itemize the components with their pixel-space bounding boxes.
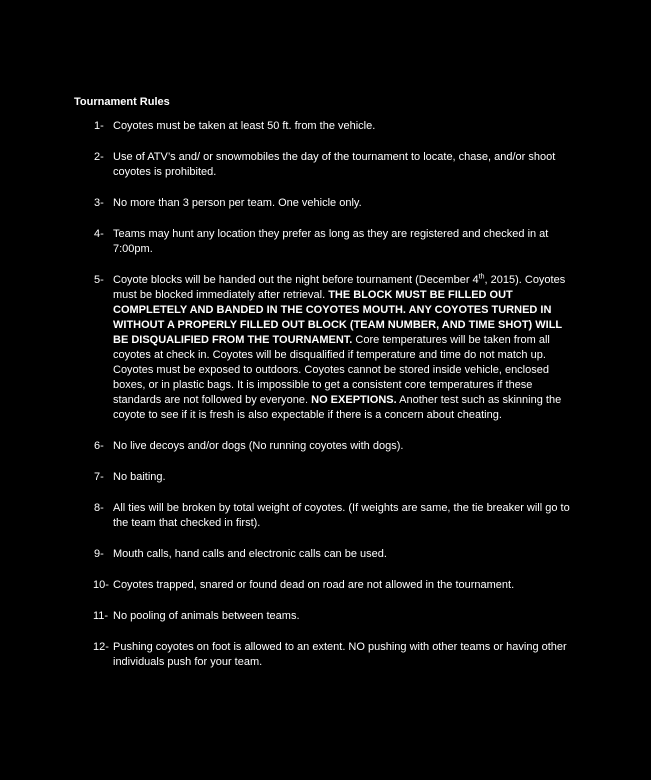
rule-item-10 <box>74 578 579 593</box>
rule-item-3 <box>74 196 579 211</box>
rule-item-8 <box>74 501 579 531</box>
rule-number: 8- <box>94 502 104 514</box>
rule-item-1 <box>74 119 579 134</box>
rule-item-9 <box>74 547 579 562</box>
document-title: Tournament Rules <box>74 96 170 108</box>
rule-bold-warning: THE BLOCK MUST BE FILLED OUT COMPLETELY AND BANDED IN THE COYOTES MOUTH. ANY COYOTES TURNED IN WITHOUT A PROPERLY FILLED OUT BLOCK (TEAM NUMBER, AND TIME SHOT) WILL BE DISQUALIFIED FROM THE TOURNAMENT. <box>113 289 562 346</box>
rule-number: 11- <box>93 610 109 622</box>
rule-item-4 <box>74 227 579 257</box>
rule-number: 2- <box>94 151 104 163</box>
rule-number: 3- <box>94 197 104 209</box>
rule-bold-emphasis: NO EXEPTIONS. <box>311 394 397 406</box>
rule-item-5 <box>74 273 579 423</box>
rule-text-part: Another test such as skinning the coyote to see if it is fresh is also expectable if there is a concern about cheating. <box>113 394 562 421</box>
rule-text: Pushing coyotes on foot is allowed to an extent. NO pushing with other teams or having other individuals push for your team. <box>113 641 567 668</box>
rule-number: 5- <box>94 274 104 286</box>
rule-text: Use of ATV’s and/ or snowmobiles the day of the tournament to locate, chase, and/or shoot coyotes is prohibited. <box>113 151 556 178</box>
rule-text <box>113 273 579 423</box>
ordinal-suffix: th <box>478 273 485 281</box>
rule-number: 7- <box>94 471 104 483</box>
rule-text: All ties will be broken by total weight of coyotes. (If weights are same, the tie breaker will go to the team that checked in first). <box>113 502 570 529</box>
rule-text-part: Core temperatures will be taken from all coyotes at check in. Coyotes will be disqualified if temperature and time do not match up. Coyotes must be exposed to outdoors. Coyotes cannot be stored inside vehicle, enclosed boxes, or in plastic bags. It is impossible to get a consistent core temperatures if these standards are not followed by everyone. <box>113 334 550 406</box>
rule-item-6 <box>74 439 579 454</box>
rule-item-12 <box>74 640 579 670</box>
rule-item-2 <box>74 150 579 180</box>
rule-number: 4- <box>94 228 104 240</box>
rule-number: 9- <box>94 548 104 560</box>
rule-number: 6- <box>94 440 104 452</box>
rule-text: Teams may hunt any location they prefer as long as they are registered and checked in at 7:00pm. <box>113 228 549 255</box>
rule-text-part: , 2015). Coyotes must be blocked immediately after retrieval. <box>113 274 566 301</box>
rule-text: No more than 3 person per team. One vehicle only. <box>113 197 362 209</box>
rule-text: No pooling of animals between teams. <box>113 610 300 622</box>
rule-number: 12- <box>93 641 109 653</box>
rule-number: 10- <box>93 579 109 591</box>
rule-text: No live decoys and/or dogs (No running coyotes with dogs). <box>113 440 404 452</box>
rule-number: 1- <box>94 120 104 132</box>
rule-text-part: Coyote blocks will be handed out the night before tournament (December 4 <box>113 274 479 286</box>
rule-text: Mouth calls, hand calls and electronic calls can be used. <box>113 548 387 560</box>
rules-list <box>74 119 579 686</box>
rule-text: Coyotes must be taken at least 50 ft. from the vehicle. <box>113 120 376 132</box>
rule-text: No baiting. <box>113 471 166 483</box>
rule-item-7 <box>74 470 579 485</box>
rule-item-11 <box>74 609 579 624</box>
rule-text: Coyotes trapped, snared or found dead on road are not allowed in the tournament. <box>113 579 515 591</box>
